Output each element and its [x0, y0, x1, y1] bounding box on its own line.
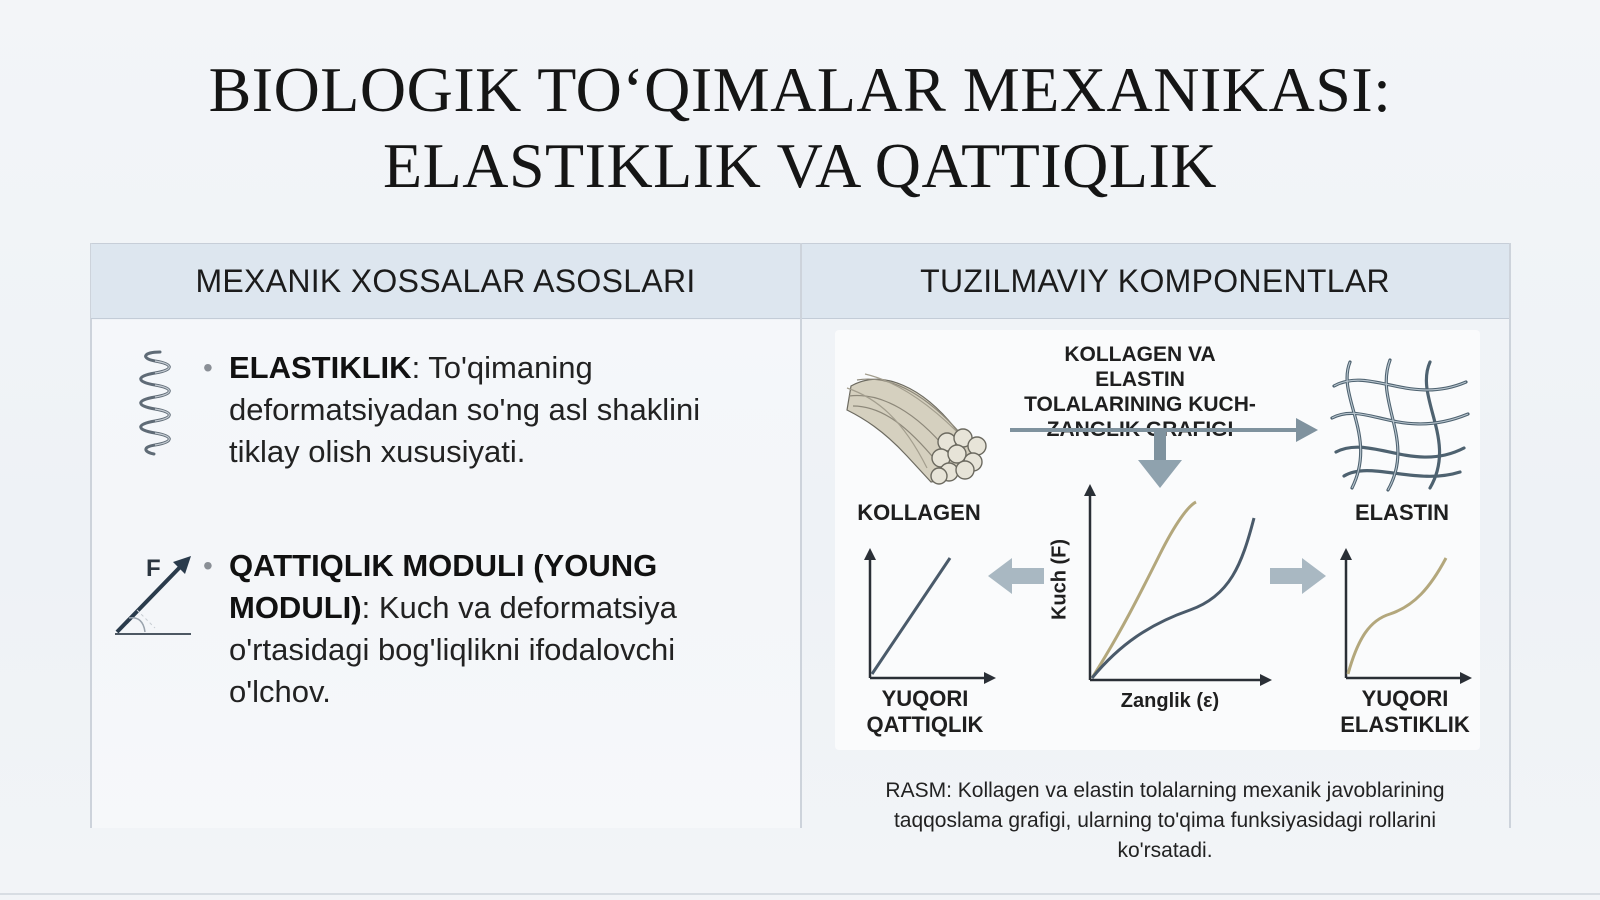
term-qattiqlik: QATTIQLIK MODULI (YOUNG MODULI)	[229, 548, 658, 625]
collagen-curve	[1092, 502, 1196, 678]
bullet-dot: •	[203, 550, 213, 581]
left-panel-header: MEXANIK XOSSALAR ASOSLARI	[91, 244, 800, 319]
elastin-network-icon	[1330, 356, 1470, 494]
bullet-qattiqlik	[203, 545, 749, 713]
bottom-divider	[0, 893, 1600, 895]
center-xlabel: Zanglik (ε)	[1120, 690, 1220, 712]
flow-arrows	[1010, 410, 1320, 490]
spring-icon	[130, 348, 180, 458]
definition-elastiklik: : To'qimaning deformatsiyadan so'ng asl shaklini tiklay olish xususiyati.	[229, 350, 701, 469]
panel-divider	[800, 243, 802, 828]
title-line-1: BIOLOGIK TO‘QIMALAR MEXANIKASI:	[208, 54, 1392, 125]
force-strain-graph	[1080, 484, 1280, 694]
term-elastiklik: ELASTIKLIK	[229, 350, 412, 385]
panel-border-left	[90, 243, 92, 828]
left-graph-label: YUQORI QATTIQLIK	[866, 686, 984, 737]
elastin-label: ELASTIN	[1354, 500, 1450, 525]
right-graph-label: YUQORI ELASTIKLIK	[1340, 686, 1470, 737]
center-ylabel: Kuch (F)	[1048, 538, 1071, 621]
stiffness-graph	[858, 548, 998, 688]
collagen-label: KOLLAGEN	[857, 500, 981, 525]
force-vector-icon	[115, 548, 195, 640]
elasticity-curve	[1348, 558, 1446, 674]
bullet-dot: •	[203, 352, 213, 383]
figure-caption: RASM: Kollagen va elastin tolalarning mexanik javoblarining taqqoslama grafigi, ularning to'qima funksiyasidagi rollarini ko'rsatadi.	[885, 779, 1445, 862]
definition-qattiqlik: : Kuch va deformatsiya o'rtasidagi bog'liqlikni ifodalovchi o'lchov.	[229, 590, 677, 709]
force-label: F	[146, 555, 161, 582]
elasticity-graph	[1334, 548, 1474, 688]
title-line-2: ELASTIKLIK VA QATTIQLIK	[383, 130, 1217, 201]
stiffness-line	[872, 558, 950, 674]
diagram-title: KOLLAGEN VA ELASTIN TOLALARINING KUCH-ZANGLIK GRAFIGI	[1024, 343, 1256, 441]
elastin-curve	[1092, 518, 1254, 678]
page-title	[0, 52, 1600, 204]
bullet-elastiklik	[203, 347, 749, 473]
right-panel-header: TUZILMAVIY KOMPONENTLAR	[801, 244, 1509, 319]
panel-border-right	[1509, 243, 1511, 828]
collagen-fiber-icon	[843, 358, 993, 493]
